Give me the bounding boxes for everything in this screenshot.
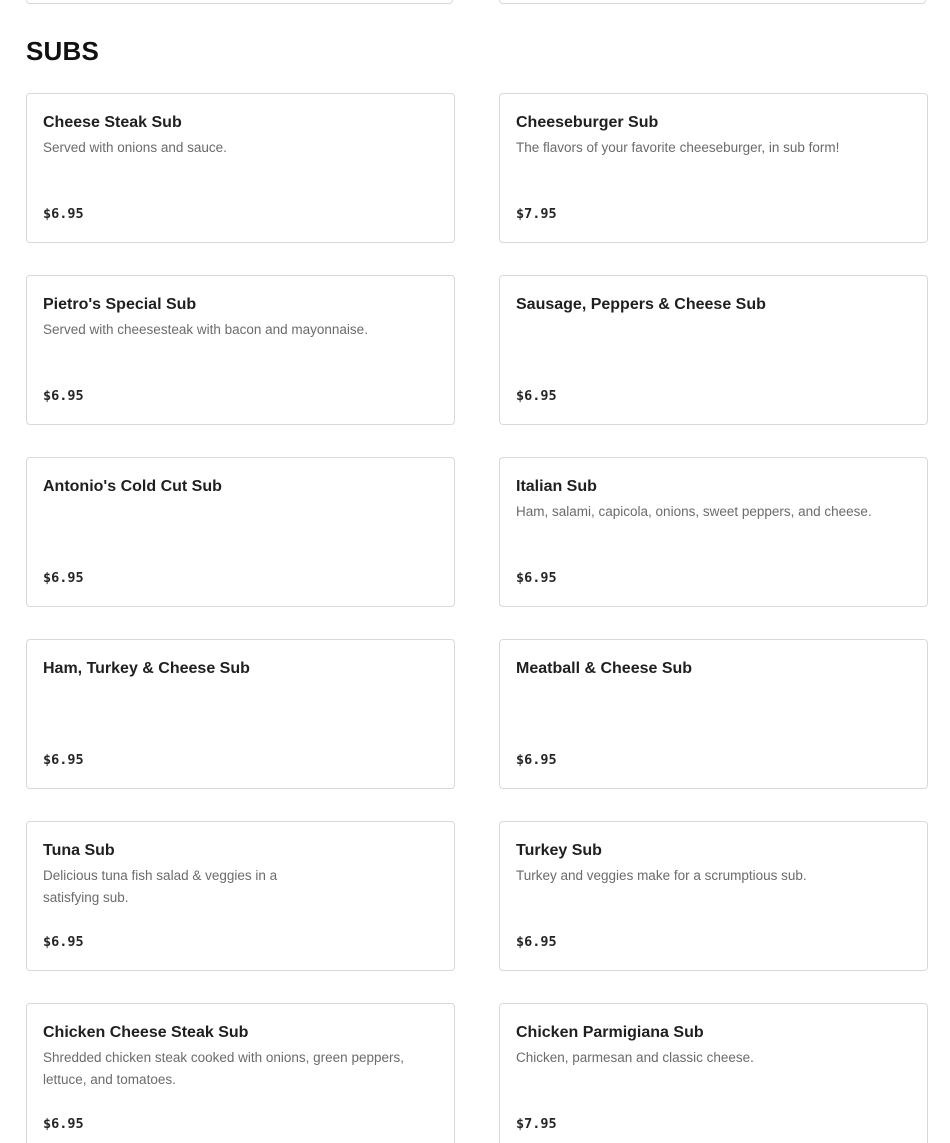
menu-items-grid (26, 93, 928, 1143)
menu-item-description: Ham, salami, capicola, onions, sweet peppers, and cheese. (516, 504, 872, 519)
menu-item-card[interactable] (499, 93, 928, 243)
menu-item-name: Turkey Sub (516, 842, 602, 859)
menu-item-card[interactable] (499, 275, 928, 425)
menu-item-price: $6.95 (516, 934, 557, 950)
menu-item-description: Turkey and veggies make for a scrumptious sub. (516, 868, 807, 883)
menu-item-description: Delicious tuna fish salad & veggies in a satisfying sub. (43, 868, 278, 905)
menu-item-name: Pietro's Special Sub (43, 296, 197, 313)
section-title: SUBS (26, 36, 100, 66)
menu-item-description: Served with cheesesteak with bacon and mayonnaise. (43, 322, 368, 337)
menu-item-name: Antonio's Cold Cut Sub (43, 478, 222, 495)
menu-item-price: $6.95 (43, 570, 84, 586)
menu-item-card[interactable] (26, 639, 455, 789)
menu-item-price: $6.95 (516, 752, 557, 768)
menu-item-card[interactable] (499, 821, 928, 971)
menu-item-description: Shredded chicken steak cooked with onions, green peppers, lettuce, and tomatoes. (43, 1050, 404, 1087)
menu-item-price: $6.95 (43, 206, 84, 222)
menu-item-name: Meatball & Cheese Sub (516, 660, 693, 677)
menu-item-name: Tuna Sub (43, 842, 115, 859)
menu-item-price: $6.95 (43, 388, 84, 404)
menu-item-card[interactable] (499, 639, 928, 789)
menu-item-price: $7.95 (516, 206, 557, 222)
menu-item-price: $7.95 (516, 1116, 557, 1132)
menu-item-card[interactable] (499, 1003, 928, 1143)
menu-item-name: Chicken Cheese Steak Sub (43, 1024, 249, 1041)
menu-item-name: Cheese Steak Sub (43, 114, 182, 131)
menu-item-name: Italian Sub (516, 478, 597, 495)
menu-item-name: Cheeseburger Sub (516, 114, 659, 131)
menu-item-description: Chicken, parmesan and classic cheese. (516, 1050, 754, 1065)
menu-item-description: The flavors of your favorite cheeseburger, in sub form! (516, 140, 840, 155)
menu-item-card[interactable] (26, 93, 455, 243)
menu-item-card[interactable] (26, 821, 455, 971)
menu-item-card[interactable] (26, 457, 455, 607)
menu-item-price: $6.95 (516, 570, 557, 586)
menu-item-price: $6.95 (43, 752, 84, 768)
menu-item-name: Chicken Parmigiana Sub (516, 1024, 704, 1041)
menu-item-price: $6.95 (43, 934, 84, 950)
menu-item-card[interactable] (26, 275, 455, 425)
menu-item-description: Served with onions and sauce. (43, 140, 227, 155)
previous-section-card[interactable] (26, 0, 453, 4)
menu-item-price: $6.95 (43, 1116, 84, 1132)
previous-section-card[interactable] (499, 0, 926, 4)
menu-item-name: Sausage, Peppers & Cheese Sub (516, 296, 766, 313)
menu-item-card[interactable] (499, 457, 928, 607)
menu-item-price: $6.95 (516, 388, 557, 404)
menu-item-card[interactable] (26, 1003, 455, 1143)
menu-item-name: Ham, Turkey & Cheese Sub (43, 660, 250, 677)
